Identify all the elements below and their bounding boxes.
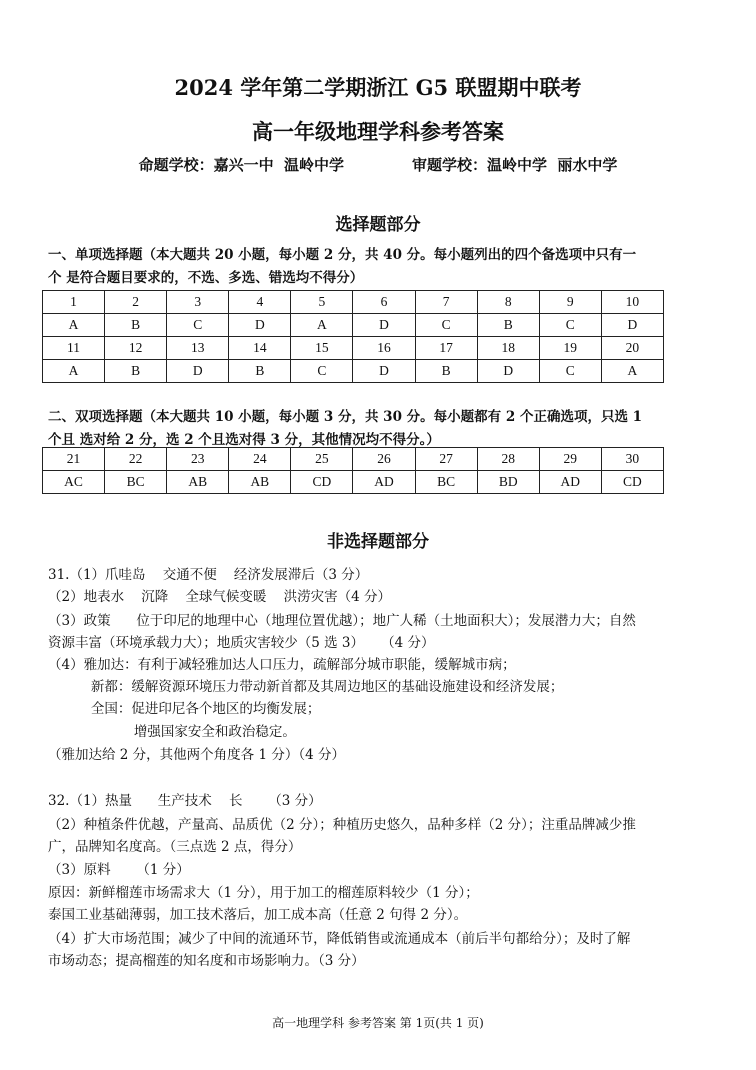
answer-line: 原因：新鲜榴莲市场需求大（1 分），用于加工的榴莲原料较少（1 分）；	[48, 885, 479, 901]
answer-table-cell: 22	[105, 448, 167, 471]
answer-table-row	[43, 360, 664, 383]
answer-line: 广，品牌知名度高。（三点选 2 点，得分）	[48, 839, 302, 855]
answer-table-row	[43, 471, 664, 494]
answer-table-cell: 24	[229, 448, 291, 471]
answer-table-cell: AD	[353, 471, 415, 494]
answer-table-cell: BC	[105, 471, 167, 494]
answer-table-cell: AD	[539, 471, 601, 494]
answer-table-cell: D	[353, 314, 415, 337]
instruction-line: 个且 选对给 2 分，选 2 个且选对得 3 分，其他情况均不得分。）	[48, 432, 440, 448]
answer-table-cell: 26	[353, 448, 415, 471]
answer-table-cell: BC	[415, 471, 477, 494]
answer-line: 31.（1）爪哇岛 交通不便 经济发展滞后（3 分）	[48, 567, 369, 583]
answer-table-cell: 8	[477, 291, 539, 314]
answer-table-cell: C	[415, 314, 477, 337]
answer-table-cell: A	[43, 314, 105, 337]
answer-table-cell: 25	[291, 448, 353, 471]
answer-table-row	[43, 314, 664, 337]
answer-table-cell: 2	[105, 291, 167, 314]
answer-table-cell: C	[539, 314, 601, 337]
answer-line: 全国：促进印尼各个地区的均衡发展；	[48, 701, 321, 717]
answer-table-cell: CD	[601, 471, 663, 494]
answer-line: （2）种植条件优越，产量高、品质优（2 分）；种植历史悠久，品种多样（2 分）；注重品牌减少推	[48, 817, 636, 833]
single-choice-answer-table	[42, 290, 664, 383]
answer-table-row	[43, 448, 664, 471]
page-footer: 高一地理学科 参考答案 第 1页(共 1 页)	[272, 1016, 484, 1030]
answer-line: （2）地表水 沉降 全球气候变暖 洪涝灾害（4 分）	[48, 589, 391, 605]
answer-line: 市场动态；提高榴莲的知名度和市场影响力。（3 分）	[48, 953, 365, 969]
answer-table-cell: 21	[43, 448, 105, 471]
instruction-line: 一、单项选择题（本大题共 20 小题，每小题 2 分，共 40 分。每小题列出的四个备选项中只有一	[48, 247, 637, 263]
answer-line: （雅加达给 2 分，其他两个角度各 1 分）（4 分）	[48, 747, 345, 763]
answer-table-cell: A	[601, 360, 663, 383]
answer-table-cell: 14	[229, 337, 291, 360]
answer-table-cell: B	[477, 314, 539, 337]
answer-table-row	[43, 337, 664, 360]
answer-line: 泰国工业基础薄弱，加工技术落后，加工成本高（任意 2 句得 2 分）。	[48, 907, 468, 923]
answer-table-cell: 13	[167, 337, 229, 360]
answer-table-cell: C	[539, 360, 601, 383]
answer-table-cell: 7	[415, 291, 477, 314]
answer-table-cell: 12	[105, 337, 167, 360]
answer-line: 增强国家安全和政治稳定。	[48, 724, 296, 740]
instruction-line: 二、双项选择题（本大题共 10 小题，每小题 3 分，共 30 分。每小题都有 2 个正确选项，只选 1	[48, 409, 643, 425]
answer-line: （3）原料 （1 分）	[48, 862, 190, 878]
answer-table-cell: D	[229, 314, 291, 337]
answer-line: （4）雅加达：有利于减轻雅加达人口压力，疏解部分城市职能，缓解城市病；	[48, 657, 516, 673]
answer-table-cell: D	[601, 314, 663, 337]
answer-table-cell: 10	[601, 291, 663, 314]
answer-table-cell: 3	[167, 291, 229, 314]
answer-table-cell: C	[167, 314, 229, 337]
single-choice-instruction	[48, 244, 716, 290]
answer-table-cell: AB	[167, 471, 229, 494]
answer-table-cell: B	[105, 360, 167, 383]
choice-section-heading: 选择题部分	[335, 215, 421, 235]
double-choice-instruction	[48, 406, 716, 452]
answer-table-cell: B	[105, 314, 167, 337]
school-credits: 命题学校：嘉兴一中 温岭中学 审题学校：温岭中学 丽水中学	[138, 156, 618, 174]
answer-table-cell: A	[291, 314, 353, 337]
answer-table-cell: 30	[601, 448, 663, 471]
answer-table-cell: D	[477, 360, 539, 383]
instruction-line: 个 是符合题目要求的，不选、多选、错选均不得分）	[48, 270, 364, 286]
nonchoice-section-heading: 非选择题部分	[327, 532, 429, 552]
answer-table-cell: BD	[477, 471, 539, 494]
answer-table-cell: 1	[43, 291, 105, 314]
answer-line: 资源丰富（环境承载力大）；地质灾害较少（5 选 3） （4 分）	[48, 635, 435, 651]
answer-line: （4）扩大市场范围；减少了中间的流通环节，降低销售或流通成本（前后半句都给分）；及时了解	[48, 931, 631, 947]
answer-table-cell: 9	[539, 291, 601, 314]
answer-table-cell: 28	[477, 448, 539, 471]
answer-table-cell: B	[229, 360, 291, 383]
answer-table-cell: 20	[601, 337, 663, 360]
answer-table-cell: 19	[539, 337, 601, 360]
exam-title: 2024 学年第二学期浙江 G5 联盟期中联考	[174, 75, 582, 100]
answer-table-cell: AC	[43, 471, 105, 494]
answer-table-cell: 29	[539, 448, 601, 471]
answer-table-cell: 6	[353, 291, 415, 314]
answer-table-cell: B	[415, 360, 477, 383]
answer-table-cell: C	[291, 360, 353, 383]
answer-table-cell: 11	[43, 337, 105, 360]
answer-line: 新都：缓解资源环境压力带动新首都及其周边地区的基础设施建设和经济发展；	[48, 679, 564, 695]
answer-line: 32.（1）热量 生产技术 长 （3 分）	[48, 793, 322, 809]
answer-table-cell: 27	[415, 448, 477, 471]
answer-table-cell: A	[43, 360, 105, 383]
answer-line: （3）政策 位于印尼的地理中心（地理位置优越）；地广人稀（土地面积大）；发展潜力大；自然	[48, 613, 636, 629]
answer-table-cell: D	[167, 360, 229, 383]
answer-table-cell: 5	[291, 291, 353, 314]
answer-table-cell: 4	[229, 291, 291, 314]
answer-table-cell: 15	[291, 337, 353, 360]
answer-table-cell: 18	[477, 337, 539, 360]
answer-table-cell: D	[353, 360, 415, 383]
double-choice-answer-table	[42, 447, 664, 494]
answer-table-cell: CD	[291, 471, 353, 494]
document-subtitle: 高一年级地理学科参考答案	[252, 119, 504, 144]
answer-table-cell: AB	[229, 471, 291, 494]
answer-table-cell: 17	[415, 337, 477, 360]
answer-table-cell: 23	[167, 448, 229, 471]
answer-table-row	[43, 291, 664, 314]
answer-table-cell: 16	[353, 337, 415, 360]
